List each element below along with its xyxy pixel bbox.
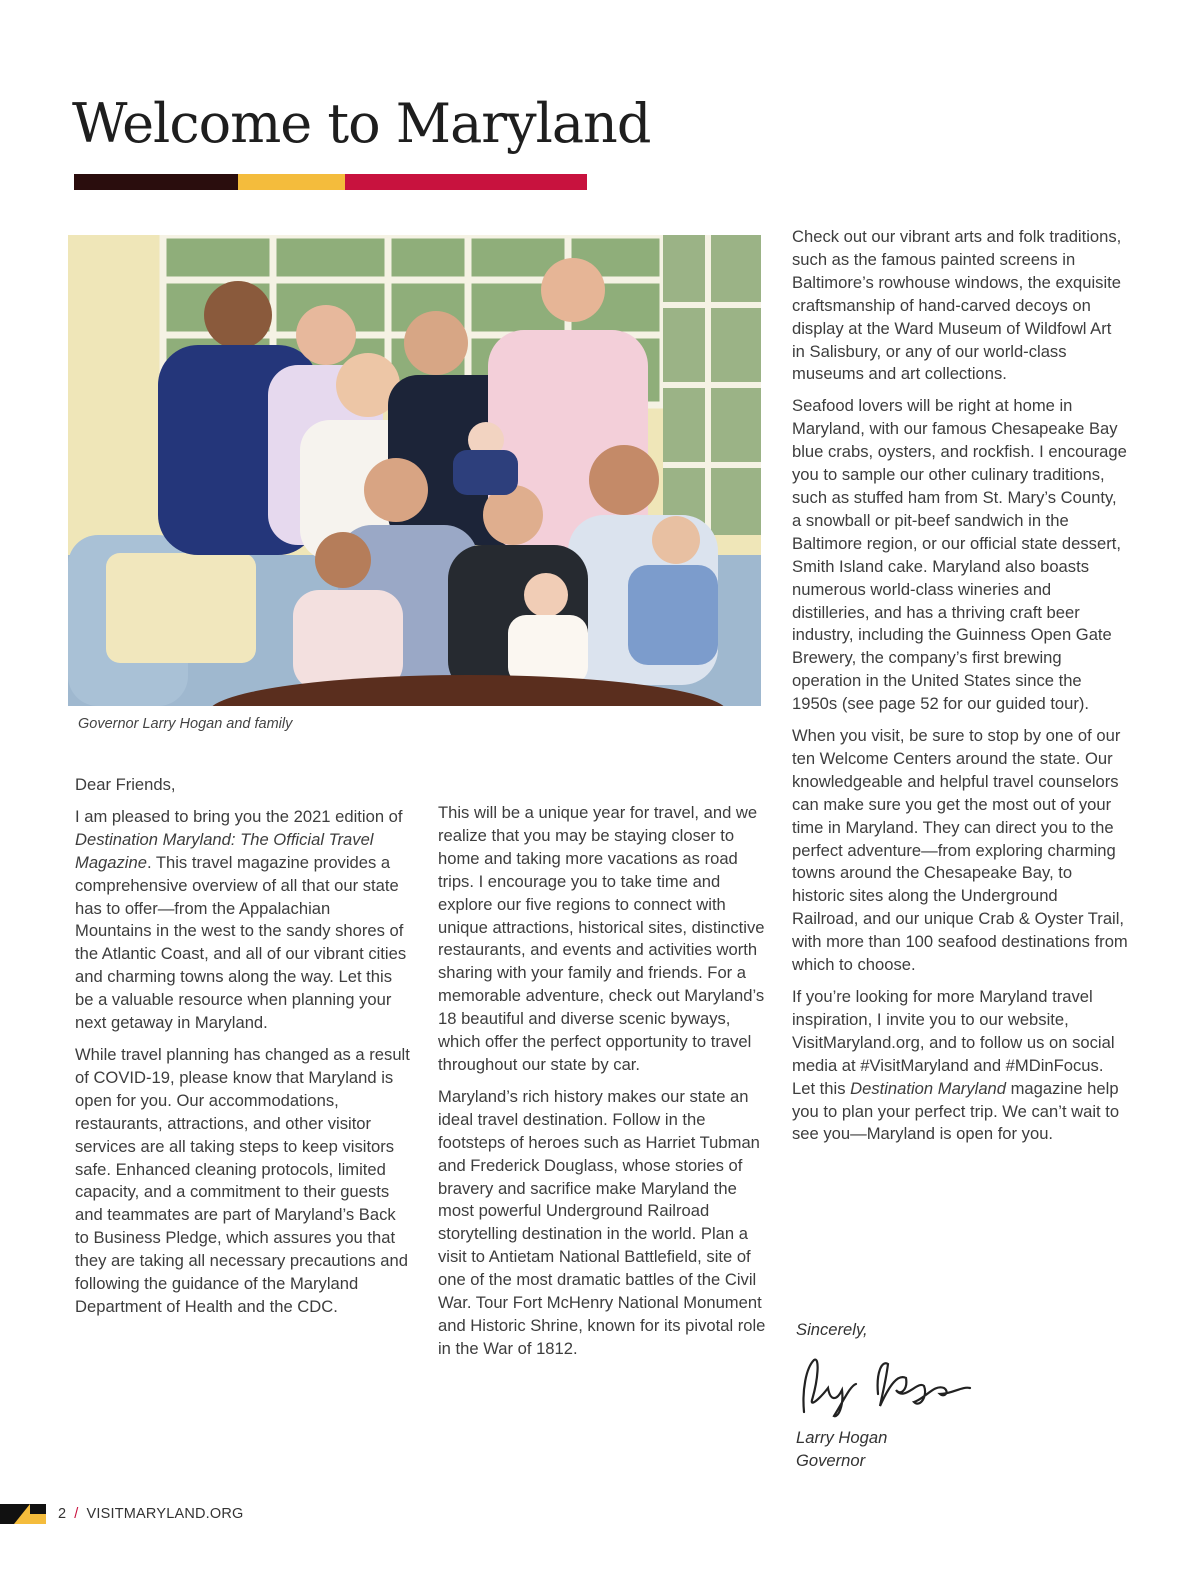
letter-column-3 <box>792 226 1128 1155</box>
text-span: If you’re looking for more Maryland travel inspiration, I invite you to our website, VisitMaryland.org, and to follow us on social media at #VisitMaryland and #MDinFocus. Let this <box>792 987 1115 1098</box>
salutation: Dear Friends, <box>75 775 176 794</box>
page-title: Welcome to Maryland <box>72 92 651 155</box>
text-span: I am pleased to bring you the 2021 edition of <box>75 806 403 826</box>
magazine-title: Destination Maryland: The Official Travel Magazine <box>75 829 374 872</box>
letter-paragraph: Maryland’s rich history makes our state an ideal travel destination. Follow in the footsteps of heroes such as Harriet Tubman and Frederick Douglass, whose stories of bravery and sacrifice make Maryland the most powerful Underground Railroad storytelling destination in the world. Plan a visit to Antietam National Battlefield, site of one of the most dramatic battles of the Civil War. Tour Fort McHenry National Monument and Historic Shrine, known for its pivotal role in the War of 1812. <box>438 1086 766 1358</box>
letter-paragraph <box>792 986 1128 1146</box>
maryland-flag-icon <box>0 1504 46 1524</box>
footer-separator: / <box>74 1506 79 1522</box>
letter-column-2 <box>438 802 770 1370</box>
letter-paragraph: Check out our vibrant arts and folk traditions, such as the famous painted screens in Baltimore’s rowhouse windows, the exquisite craftsmanship of hand-carved decoys on display at the Ward Museum of Wildfowl Art in Salisbury, or any of our world-class museums and art collections. <box>792 227 1122 384</box>
letter-paragraph: This will be a unique year for travel, and we realize that you may be staying closer to home and taking more vacations as road trips. I encourage you to take time and explore our five regions to connect with unique attractions, historical sites, distinctive restaurants, and events and activities worth sharing with your family and friends. For a memorable adventure, check out Maryland’s 18 beautiful and diverse scenic byways, which offer the perfect opportunity to travel throughout our state by car. <box>438 803 765 1074</box>
signer-title: Governor <box>796 1451 866 1470</box>
signature <box>794 1350 974 1427</box>
signer-block <box>796 1426 887 1472</box>
text-span: . This travel magazine provides a comprehensive overview of all that our state has to offer—from the Appalachian Mountains in the west to the sandy shores of the Atlantic Coast, and all of our vibrant cities and charming towns along the way. Let this be a valuable resource when planning your next getaway in Maryland. <box>75 852 407 1033</box>
page-number: 2 <box>58 1506 67 1522</box>
letter-paragraph: While travel planning has changed as a result of COVID-19, please know that Maryland is open for you. Our accommodations, restaurants, attractions, and other visitor services are all taking steps to keep visitors safe. Enhanced cleaning protocols, limited capacity, and a commitment to their guests and teammates are part of Maryland’s Back to Business Pledge, which assures you that they are taking all necessary precautions and following the guidance of the Maryland Department of Health and the CDC. <box>75 1044 410 1316</box>
letter-paragraph: When you visit, be sure to stop by one of our ten Welcome Centers around the state. Our knowledgeable and helpful travel counselors can make sure you get the most out of your time in Maryland. They can direct you to the perfect adventure—from exploring charming towns around the Chesapeake Bay, to historic sites along the Underground Railroad, and our unique Crab & Oyster Trail, with more than 100 seafood destinations from which to choose. <box>792 726 1128 975</box>
photo-caption: Governor Larry Hogan and family <box>78 716 293 732</box>
letter-paragraph <box>75 806 411 1035</box>
closing: Sincerely, <box>796 1320 868 1339</box>
letter-column-1 <box>75 774 411 1328</box>
signer-name: Larry Hogan <box>796 1428 888 1447</box>
accent-stripe-dark <box>74 174 238 190</box>
website-link[interactable]: VISITMARYLAND.ORG <box>86 1506 244 1522</box>
page-footer <box>0 1502 244 1526</box>
accent-stripe-red <box>345 174 587 190</box>
magazine-title: Destination Maryland <box>850 1078 1006 1098</box>
accent-stripe-gold <box>238 174 345 190</box>
family-photo <box>68 235 761 706</box>
text-span: magazine help you to plan your perfect trip. We can’t wait to see you—Maryland is open for you. <box>792 1078 1120 1144</box>
letter-paragraph: Seafood lovers will be right at home in Maryland, with our famous Chesapeake Bay blue crabs, oysters, and rockfish. I encourage you to sample our other culinary traditions, such as stuffed ham from St. Mary’s County, a snowball or pit-beef sandwich in the Baltimore region, or our official state dessert, Smith Island cake. Maryland also boasts numerous world-class wineries and distilleries, and has a thriving craft beer industry, including the Guinness Open Gate Brewery, the company’s first brewing operation in the United States since the 1950s (see page 52 for our guided tour). <box>792 396 1127 714</box>
